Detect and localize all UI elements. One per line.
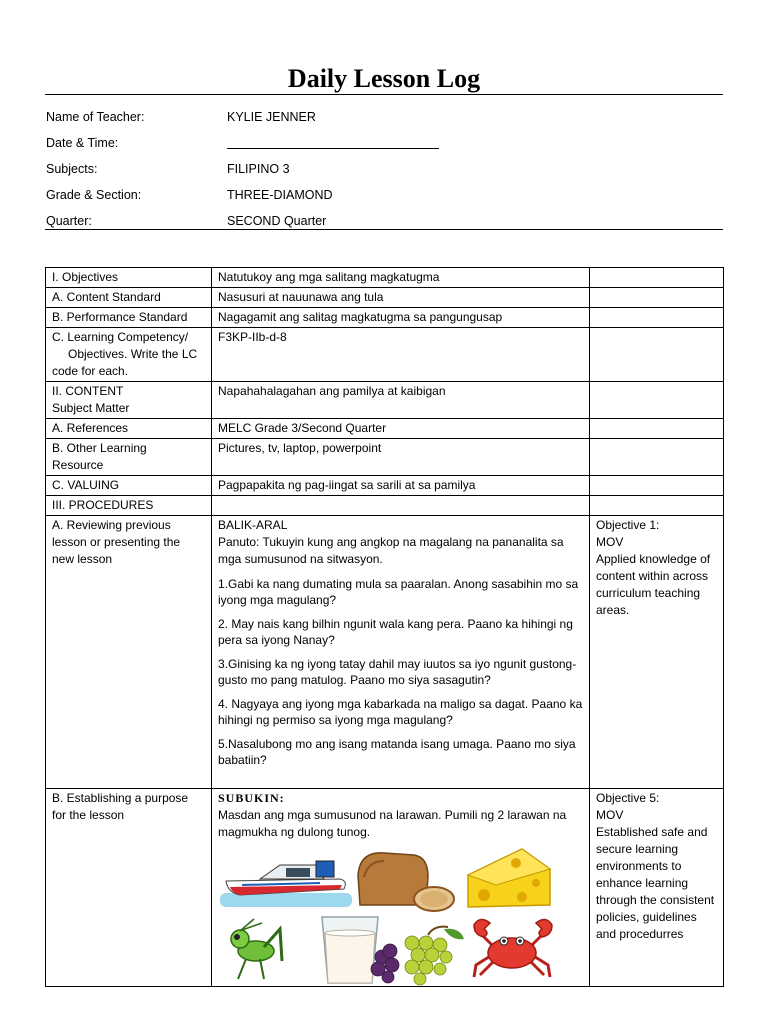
valuing-notes (590, 476, 724, 496)
competency-label-line1: C. Learning Competency/ (52, 330, 189, 344)
row-establishing (46, 789, 724, 987)
grapes-picture (368, 923, 468, 987)
subukin-heading: SUBUKIN: (218, 791, 285, 805)
performance-standard-content: Nagagamit ang salitag magkatugma sa pangungusap (212, 308, 590, 328)
date-label: Date & Time: (46, 136, 119, 150)
content-label-line1: II. CONTENT (52, 384, 124, 398)
row-valuing (46, 476, 724, 496)
pictures-area (218, 845, 584, 985)
references-content: MELC Grade 3/Second Quarter (212, 419, 590, 439)
question-4: 4. Nagyaya ang iyong mga kabarkada na maligo sa dagat. Paano ka hihingi ng permiso sa iyong mga magulang? (218, 697, 583, 727)
procedures-label: III. PROCEDURES (46, 496, 212, 516)
crab-picture (470, 915, 556, 985)
row-performance-standard (46, 308, 724, 328)
reviewing-content (212, 516, 590, 789)
subukin-instructions: Masdan ang mga sumusunod na larawan. Pumili ng 2 larawan na magmukha ng dulong tunog. (218, 808, 567, 839)
reviewing-label-line2: lesson or presenting the (52, 535, 181, 549)
content-content: Napahahalagahan ang pamilya at kaibigan (212, 382, 590, 419)
other-resources-label-line1: B. Other Learning (52, 441, 147, 455)
question-2: 2. May nais kang bilhin ngunit wala kang pera. Paano ka hihingi ng pera sa iyong Nanay? (218, 617, 573, 647)
teacher-value: KYLIE JENNER (227, 110, 316, 124)
other-resources-label-line2: Resource (52, 458, 104, 472)
reviewing-label-line1: A. Reviewing previous (52, 518, 171, 532)
valuing-label: C. VALUING (46, 476, 212, 496)
row-references (46, 419, 724, 439)
subjects-value: FILIPINO 3 (227, 162, 290, 176)
establishing-content (212, 789, 590, 987)
objectives-content: Natutukoy ang mga salitang magkatugma (212, 268, 590, 288)
question-1: 1.Gabi ka nang dumating mula sa paaralan. Anong sasabihin mo sa iyong mga magulang? (218, 577, 579, 607)
grade-value: THREE-DIAMOND (227, 188, 333, 202)
teacher-label: Name of Teacher: (46, 110, 145, 124)
content-label (46, 382, 212, 419)
performance-standard-label: B. Performance Standard (46, 308, 212, 328)
establishing-objective (590, 789, 724, 987)
objective-1-title: Objective 1: (596, 518, 660, 532)
grade-label: Grade & Section: (46, 188, 142, 202)
content-standard-label: A. Content Standard (46, 288, 212, 308)
row-content-standard (46, 288, 724, 308)
competency-notes (590, 328, 724, 382)
competency-label-line3: code for each. (52, 364, 129, 378)
references-notes (590, 419, 724, 439)
quarter-value: SECOND Quarter (227, 214, 327, 228)
procedures-content (212, 496, 590, 516)
question-3: 3.Ginising ka ng iyong tatay dahil may iuutos sa iyo ngunit gustong-gusto mo pang matulog. Paano mo siya sasagutin? (218, 657, 577, 687)
procedures-notes (590, 496, 724, 516)
performance-standard-notes (590, 308, 724, 328)
row-other-resources (46, 439, 724, 476)
content-label-line2: Subject Matter (52, 401, 130, 415)
objectives-notes (590, 268, 724, 288)
balik-aral-instructions: Panuto: Tukuyin kung ang angkop na magalang na pananalita sa mga sumusunod na sitwasyon. (218, 535, 564, 566)
content-standard-content: Nasusuri at nauunawa ang tula (212, 288, 590, 308)
bread-picture (354, 847, 458, 915)
content-notes (590, 382, 724, 419)
objective-5-title: Objective 5: (596, 791, 660, 805)
objective-5-text: Established safe and secure learning environments to enhance learning through the consistent policies, guidelines and procedurres (596, 825, 715, 941)
competency-label (46, 328, 212, 382)
objectives-label: I. Objectives (46, 268, 212, 288)
references-label: A. References (46, 419, 212, 439)
objective-5-mov: MOV (596, 808, 624, 822)
competency-content: F3KP-IIb-d-8 (212, 328, 590, 382)
cheese-picture (464, 845, 554, 911)
content-standard-notes (590, 288, 724, 308)
row-objectives (46, 268, 724, 288)
valuing-content: Pagpapakita ng pag-iingat sa sarili at sa pamilya (212, 476, 590, 496)
row-content (46, 382, 724, 419)
other-resources-notes (590, 439, 724, 476)
other-resources-content: Pictures, tv, laptop, powerpoint (212, 439, 590, 476)
row-competency (46, 328, 724, 382)
reviewing-label-line3: new lesson (52, 552, 113, 566)
speedboat-picture (220, 851, 352, 911)
objective-1-text: Applied knowledge of content within across curriculum teaching areas. (596, 552, 711, 617)
establishing-label-line1: B. Establishing a purpose (52, 791, 189, 805)
row-procedures (46, 496, 724, 516)
info-divider (45, 229, 723, 230)
balik-aral-heading: BALIK-ARAL (218, 518, 288, 532)
title-divider (45, 94, 723, 95)
lesson-log-table (45, 267, 724, 987)
page-title: Daily Lesson Log (287, 64, 481, 93)
establishing-label (46, 789, 212, 987)
reviewing-objective (590, 516, 724, 789)
establishing-label-line2: for the lesson (52, 808, 125, 822)
row-reviewing (46, 516, 724, 789)
date-blank-line (227, 148, 439, 149)
objective-1-mov: MOV (596, 535, 624, 549)
grasshopper-picture (224, 917, 286, 983)
competency-label-line2: Objectives. Write the LC (68, 347, 198, 361)
quarter-label: Quarter: (46, 214, 92, 228)
subjects-label: Subjects: (46, 162, 98, 176)
question-5: 5.Nasalubong mo ang isang matanda isang umaga. Paano mo siya babatiin? (218, 737, 576, 767)
reviewing-label (46, 516, 212, 789)
other-resources-label (46, 439, 212, 476)
